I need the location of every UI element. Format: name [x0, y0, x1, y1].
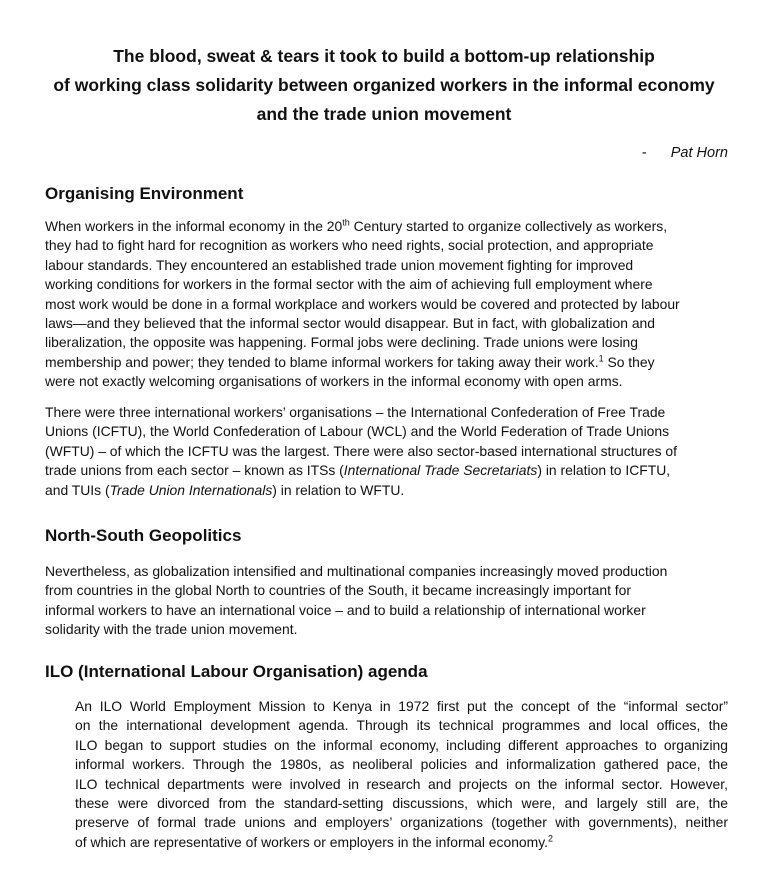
author-byline — [642, 145, 728, 161]
text-span: ) in relation to WFTU. — [272, 481, 405, 498]
text-line: (WFTU) – of which the ICFTU was the largest. There were also sector-based international structures of — [45, 442, 678, 459]
superscript: th — [342, 217, 350, 228]
text-line: informal workers to have an international voice – and to build a relationship of international worker — [45, 601, 646, 618]
title-line: and the trade union movement — [256, 104, 512, 124]
text-line: solidarity with the trade union movement. — [45, 621, 298, 638]
text-span: ) in relation to ICFTU, — [537, 462, 671, 479]
text-line: labour standards. They encountered an established trade union movement fighting for improved — [45, 256, 634, 273]
text-line: preserve of formal trade unions and employers’ organizations (together with governments), neither — [75, 814, 728, 831]
footnote-ref-1[interactable]: 1 — [598, 353, 604, 364]
footnote-ref-2[interactable]: 2 — [548, 833, 554, 844]
text-line: working conditions for workers in the formal sector with the aim of achieving full employment where — [45, 276, 653, 293]
text-line — [75, 833, 728, 852]
text-line: most work would be done in a formal workplace and workers would be covered and protected by labour — [45, 295, 680, 312]
paragraph-ilo-agenda — [75, 697, 728, 852]
document-title — [20, 42, 748, 129]
byline-dash: - — [641, 145, 647, 161]
section-heading-organising-environment: Organising Environment — [45, 184, 244, 203]
text-line: from countries in the global North to countries of the South, it became increasingly important for — [45, 582, 632, 599]
text-line: ILO technical departments were involved in research and projects on the informal sector. However, — [75, 775, 728, 792]
text-line: on the international development agenda. Through its technical programmes and local offices, the — [75, 717, 728, 734]
text-line: ILO began to support studies on the informal economy, including different approaches to organizing — [75, 736, 728, 753]
text-line: An ILO World Employment Mission to Kenya in 1972 first put the concept of the “informal sector” — [75, 698, 728, 714]
paragraph-organising-1 — [45, 217, 735, 392]
paragraph-organising-2 — [45, 403, 735, 500]
title-line: The blood, sweat & tears it took to build a bottom-up relationship — [113, 46, 655, 66]
text-line: Nevertheless, as globalization intensified and multinational companies increasingly moved production — [45, 563, 668, 579]
author-name: Pat Horn — [670, 145, 728, 161]
text-line — [45, 461, 735, 480]
text-line: There were three international workers’ organisations – the International Confederation of Free Trade — [45, 404, 666, 420]
italic-term: International Trade Secretariats — [343, 462, 538, 479]
text-line: laws—and they believed that the informal sector would disappear. But in fact, with globalization and — [45, 315, 656, 332]
text-span: trade unions from each sector – known as ITSs ( — [45, 462, 344, 479]
text-line: informal workers. Through the 1980s, as neoliberal policies and informalization gathered pace, the — [75, 756, 728, 773]
text-line: they had to fight hard for recognition as workers who need rights, social protection, and appropriate — [45, 237, 654, 254]
text-span: When workers in the informal economy in the 20 — [45, 218, 343, 234]
text-span: membership and power; they tended to blame informal workers for taking away their work. — [45, 353, 599, 370]
title-line: of working class solidarity between organized workers in the informal economy — [53, 75, 715, 95]
text-span: of which are representative of workers or employers in the informal economy. — [75, 833, 548, 850]
text-line: these were divorced from the standard-setting discussions, which were, and largely still are, the — [75, 795, 728, 812]
italic-term: Trade Union Internationals — [109, 481, 273, 498]
text-line — [45, 217, 735, 236]
text-line: Unions (ICFTU), the World Confederation of Labour (WCL) and the World Federation of Trade Unions — [45, 423, 670, 440]
text-line — [45, 481, 735, 500]
text-line: were not exactly welcoming organisations of workers in the informal economy with open arms. — [45, 373, 623, 390]
text-line: liberalization, the opposite was happening. Formal jobs were declining. Trade unions were losing — [45, 334, 639, 351]
paragraph-north-south — [45, 562, 735, 640]
section-heading-north-south: North-South Geopolitics — [45, 526, 242, 545]
text-span: So they — [603, 353, 655, 370]
text-span: Century started to organize collectively as workers, — [349, 218, 668, 234]
text-line — [45, 353, 735, 372]
section-heading-ilo-agenda: ILO (International Labour Organisation) agenda — [45, 662, 428, 681]
text-span: and TUIs ( — [45, 481, 110, 498]
